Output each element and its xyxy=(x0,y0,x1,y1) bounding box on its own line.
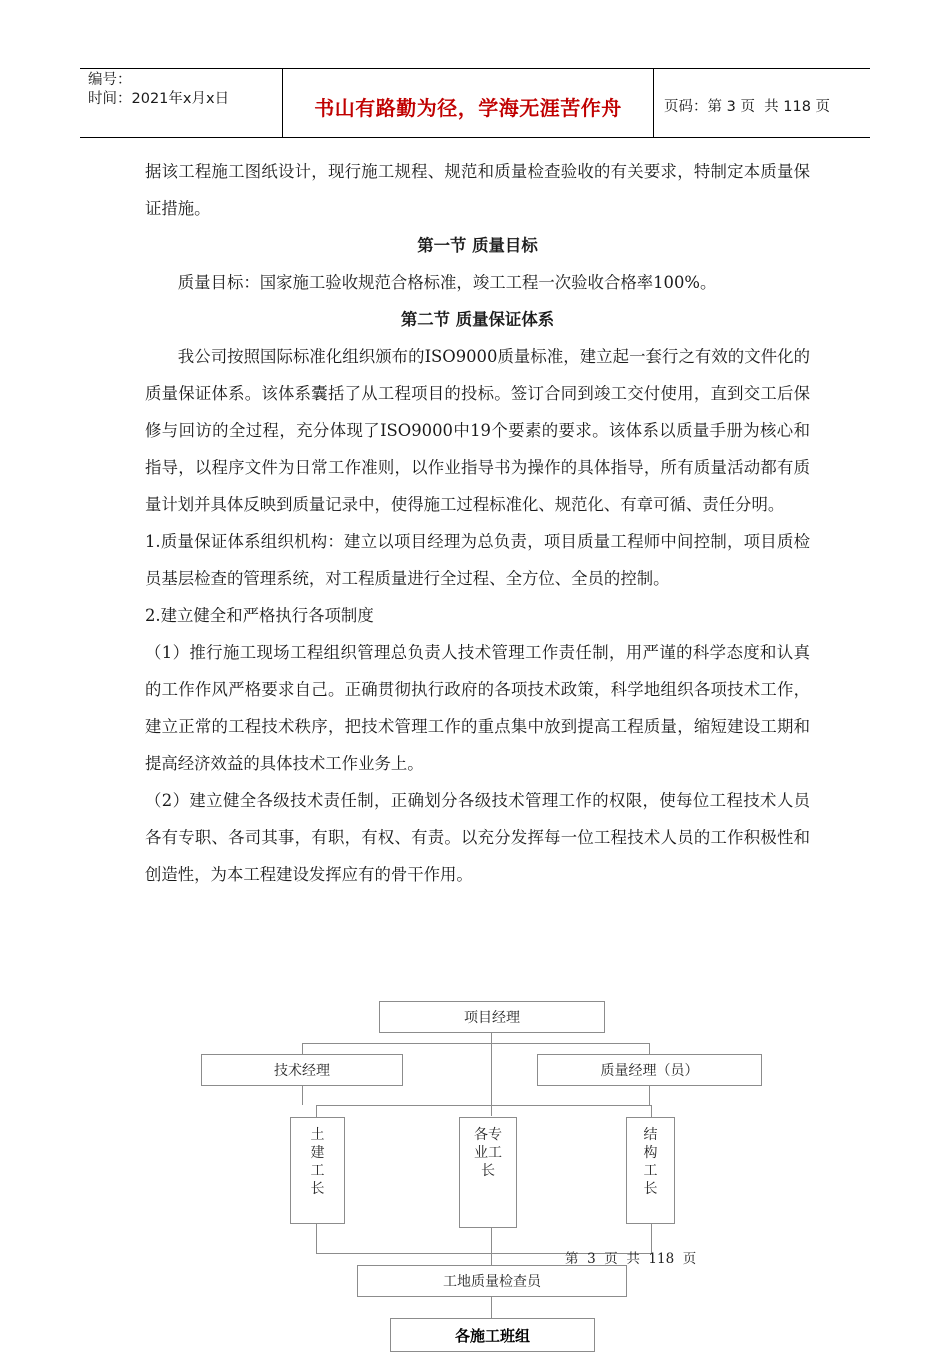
connector-line xyxy=(302,1085,303,1105)
paragraph-quality-system: 我公司按照国际标准化组织颁布的ISO9000质量标准，建立起一套行之有效的文件化的质量保证体系。该体系囊括了从工程项目的投标。签订合同到竣工交付使用，直到交工后保修与回访的全过程，充分体现了ISO9000中19个要素的要求。该体系以质量手册为核心和指导，以程序文件为日常工作准则，以作业指导书为操作的具体指导，所有质量活动都有质量计划并具体反映到质量记录中，使得施工过程标准化、规范化、有章可循、责任分明。 xyxy=(145,347,810,514)
connector-line xyxy=(491,1228,492,1265)
connector-line xyxy=(649,1085,650,1105)
page-footer: 第 3 页 共 118 页 xyxy=(565,1251,697,1267)
paragraph-quality-goal: 质量目标：国家施工验收规范合格标准，竣工工程一次验收合格率100%。 xyxy=(177,273,717,292)
org-box-civil-foreman xyxy=(290,1117,345,1224)
document-body xyxy=(145,153,810,893)
section-heading-quality-system: 第二节 质量保证体系 xyxy=(400,310,555,329)
org-box-quality-manager: 质量经理（员） xyxy=(537,1054,762,1086)
org-box-specialty-foreman xyxy=(459,1117,517,1228)
paragraph-organization: 1.质量保证体系组织机构：建立以项目经理为总负责，项目质量工程师中间控制，项目质检员基层检查的管理系统，对工程质量进行全过程、全方位、全员的控制。 xyxy=(145,532,810,588)
connector-line xyxy=(302,1043,649,1044)
header-meta xyxy=(80,69,282,137)
structure-foreman-label: 结构工长 xyxy=(643,1127,658,1197)
paragraph-intro: 据该工程施工图纸设计，现行施工规程、规范和质量检查验收的有关要求，特制定本质量保证措施。 xyxy=(145,162,810,218)
section-heading-quality-goal: 第一节 质量目标 xyxy=(417,236,538,255)
document-number: 编号： xyxy=(88,72,132,88)
header-page-info xyxy=(654,69,870,137)
header-motto: 书山有路勤为径，学海无涯苦作舟 xyxy=(282,69,654,137)
org-box-structure-foreman xyxy=(626,1117,675,1224)
org-box-site-inspector: 工地质量检查员 xyxy=(357,1265,627,1297)
document-date: 时间：2021年x月x日 xyxy=(88,91,230,107)
paragraph-rules-title: 2.建立健全和严格执行各项制度 xyxy=(145,606,374,625)
connector-line xyxy=(316,1105,317,1117)
paragraph-rule-1: （1）推行施工现场工程组织管理总负责人技术管理工作责任制，用严谨的科学态度和认真的工作作风严格要求自己。正确贯彻执行政府的各项技术政策，科学地组织各项技术工作，建立正常的工程技术秩序，把技术管理工作的重点集中放到提高工程质量，缩短建设工期和提高经济效益的具体技术工作业务上。 xyxy=(145,643,810,773)
page-info-text: 页码：第 3 页 共 118 页 xyxy=(664,98,831,115)
civil-foreman-label: 土建工长 xyxy=(310,1127,325,1197)
specialty-foreman-label: 各专业工长 xyxy=(474,1127,502,1179)
org-box-tech-manager: 技术经理 xyxy=(201,1054,403,1086)
connector-line xyxy=(316,1105,651,1106)
page-header xyxy=(80,68,870,138)
org-box-project-manager: 项目经理 xyxy=(379,1001,605,1033)
connector-line xyxy=(316,1223,317,1254)
connector-line xyxy=(491,1054,492,1116)
org-box-work-teams: 各施工班组 xyxy=(390,1318,595,1352)
connector-line xyxy=(651,1105,652,1117)
connector-line xyxy=(491,1296,492,1318)
paragraph-rule-2: （2）建立健全各级技术责任制，正确划分各级技术管理工作的权限，使每位工程技术人员各有专职、各司其事，有职，有权、有责。以充分发挥每一位工程技术人员的工作积极性和创造性，为本工程建设发挥应有的骨干作用。 xyxy=(145,791,810,884)
